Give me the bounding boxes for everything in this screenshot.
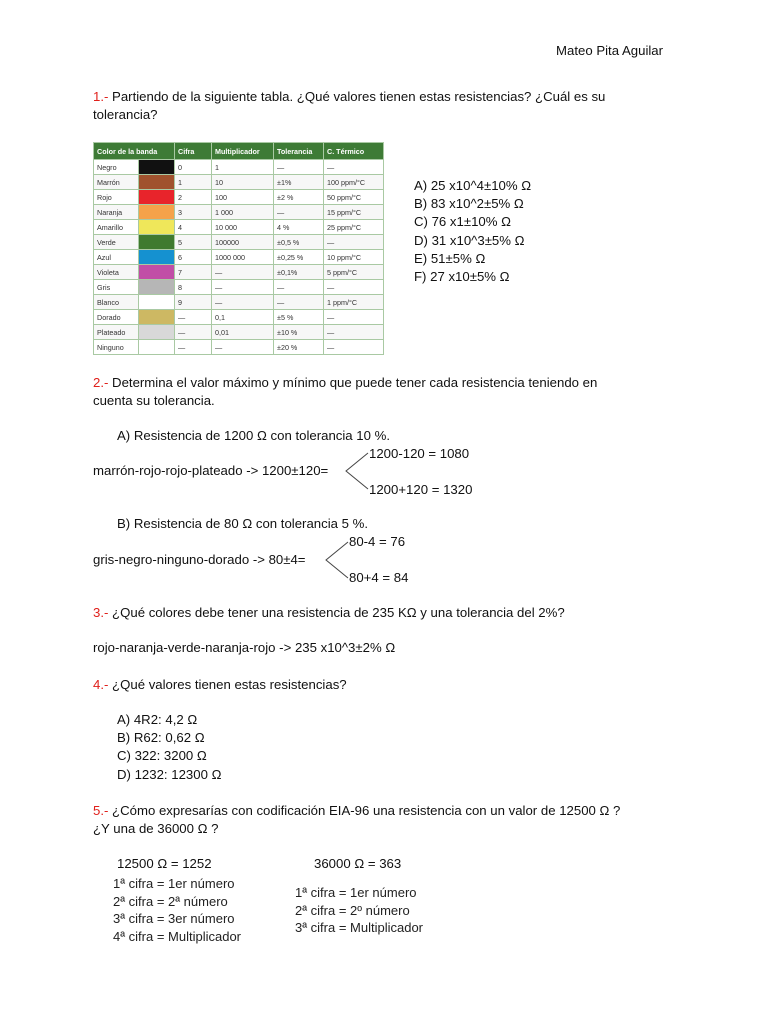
question-number: 1.-: [93, 89, 109, 104]
cell-cifra: 1: [175, 175, 212, 190]
table-row: [94, 295, 384, 310]
color-swatch: [139, 295, 175, 310]
cell-termico: —: [324, 340, 384, 355]
color-swatch: [139, 310, 175, 325]
color-swatch: [139, 220, 175, 235]
answer-d: D) 1232: 12300 Ω: [117, 766, 222, 782]
cell-color-name: Azul: [94, 250, 139, 265]
table-row: [94, 175, 384, 190]
answer-c: C) 322: 3200 Ω: [117, 748, 207, 764]
table-row: [94, 265, 384, 280]
cell-tolerancia: ±10 %: [274, 325, 324, 340]
question-4: [93, 676, 347, 694]
cell-tolerancia: —: [274, 205, 324, 220]
cell-termico: 50 ppm/°C: [324, 190, 384, 205]
cell-color-name: Verde: [94, 235, 139, 250]
color-swatch: [139, 190, 175, 205]
q2-a-expression: marrón-rojo-rojo-plateado -> 1200±120=: [93, 463, 329, 478]
question-number: 2.-: [93, 375, 109, 390]
cell-cifra: 6: [175, 250, 212, 265]
question-text: ¿Cómo expresarías con codificación EIA-96 una resistencia con un valor de 12500 Ω ?: [108, 803, 621, 818]
question-number: 4.-: [93, 677, 109, 692]
cell-color-name: Plateado: [94, 325, 139, 340]
color-swatch: [139, 235, 175, 250]
rule-line: 3ª cifra = 3er número: [113, 911, 235, 926]
color-swatch: [139, 205, 175, 220]
cell-color-name: Negro: [94, 160, 139, 175]
cell-tolerancia: ±1%: [274, 175, 324, 190]
table-row: [94, 310, 384, 325]
cell-multiplicador: 100: [212, 190, 274, 205]
table-row: [94, 325, 384, 340]
cell-color-name: Amarillo: [94, 220, 139, 235]
color-swatch: [139, 175, 175, 190]
cell-multiplicador: 0,1: [212, 310, 274, 325]
cell-cifra: 0: [175, 160, 212, 175]
table-row: [94, 250, 384, 265]
q5-left-title: 12500 Ω = 1252: [117, 856, 212, 871]
color-code-table: [93, 142, 384, 355]
q1-answers: [414, 177, 531, 286]
cell-tolerancia: 4 %: [274, 220, 324, 235]
header-termico: C. Térmico: [324, 143, 384, 160]
cell-termico: 100 ppm/°C: [324, 175, 384, 190]
cell-tolerancia: —: [274, 280, 324, 295]
header-tolerancia: Tolerancia: [274, 143, 324, 160]
answer-a: A) 25 x10^4±10% Ω: [414, 178, 532, 193]
cell-multiplicador: 10: [212, 175, 274, 190]
q2-a-max-value: 1200-120 = 1080: [369, 446, 470, 461]
cell-multiplicador: 0,01: [212, 325, 274, 340]
table-header-row: [94, 143, 384, 160]
cell-multiplicador: —: [212, 280, 274, 295]
cell-tolerancia: ±5 %: [274, 310, 324, 325]
cell-multiplicador: —: [212, 340, 274, 355]
cell-multiplicador: 1000 000: [212, 250, 274, 265]
question-text-cont: tolerancia?: [93, 107, 158, 122]
cell-multiplicador: —: [212, 265, 274, 280]
question-text: ¿Qué colores debe tener una resistencia de 235 KΩ y una tolerancia del 2%?: [108, 605, 565, 620]
question-text: Partiendo de la siguiente tabla. ¿Qué valores tienen estas resistencias? ¿Cuál es su: [108, 89, 606, 104]
answer-e: E) 51±5% Ω: [414, 250, 486, 266]
header-color: Color de la banda: [94, 143, 175, 160]
table-row: [94, 190, 384, 205]
q5-right-rules: [295, 884, 423, 937]
question-5: [93, 802, 620, 838]
question-text: Determina el valor máximo y mínimo que puede tener cada resistencia teniendo en: [108, 375, 598, 390]
cell-color-name: Naranja: [94, 205, 139, 220]
q2-b-brace: [322, 540, 352, 580]
question-number: 5.-: [93, 803, 109, 818]
table-row: [94, 340, 384, 355]
question-2: [93, 374, 597, 410]
table-row: [94, 235, 384, 250]
cell-cifra: 3: [175, 205, 212, 220]
answer-b: B) 83 x10^2±5% Ω: [414, 196, 524, 212]
q5-left-rules: [113, 875, 241, 945]
answer-d: D) 31 x10^3±5% Ω: [414, 232, 525, 248]
cell-termico: 15 ppm/°C: [324, 205, 384, 220]
cell-multiplicador: 1 000: [212, 205, 274, 220]
q4-answers: [117, 711, 221, 784]
rule-line: 4ª cifra = Multiplicador: [113, 928, 242, 944]
cell-color-name: Dorado: [94, 310, 139, 325]
table-row: [94, 280, 384, 295]
question-3: [93, 604, 565, 622]
q2-b-max-value: 80+4 = 84: [349, 570, 409, 585]
q2-b-expression: gris-negro-ninguno-dorado -> 80±4=: [93, 552, 306, 567]
cell-termico: —: [324, 235, 384, 250]
answer-f: F) 27 x10±5% Ω: [414, 269, 510, 285]
color-swatch: [139, 280, 175, 295]
cell-termico: 1 ppm/°C: [324, 295, 384, 310]
answer-b: B) R62: 0,62 Ω: [117, 730, 205, 746]
q2-a-min-value: 1200+120 = 1320: [369, 482, 473, 497]
cell-cifra: —: [175, 340, 212, 355]
cell-color-name: Violeta: [94, 265, 139, 280]
color-swatch: [139, 325, 175, 340]
cell-termico: 10 ppm/°C: [324, 250, 384, 265]
cell-tolerancia: ±20 %: [274, 340, 324, 355]
cell-color-name: Gris: [94, 280, 139, 295]
color-swatch: [139, 265, 175, 280]
cell-termico: 25 ppm/°C: [324, 220, 384, 235]
cell-cifra: 5: [175, 235, 212, 250]
cell-tolerancia: ±0,25 %: [274, 250, 324, 265]
cell-tolerancia: —: [274, 295, 324, 310]
cell-cifra: 8: [175, 280, 212, 295]
answer-c: C) 76 x1±10% Ω: [414, 214, 511, 230]
cell-cifra: —: [175, 325, 212, 340]
color-swatch: [139, 160, 175, 175]
cell-termico: —: [324, 160, 384, 175]
q5-right-title: 36000 Ω = 363: [314, 856, 402, 871]
question-text-cont: ¿Y una de 36000 Ω ?: [93, 821, 219, 836]
q2-a-brace: [342, 451, 372, 491]
cell-color-name: Blanco: [94, 295, 139, 310]
cell-multiplicador: 10 000: [212, 220, 274, 235]
q3-answer: rojo-naranja-verde-naranja-rojo -> 235 x10^3±2% Ω: [93, 640, 396, 655]
q2-b-title: B) Resistencia de 80 Ω con tolerancia 5 %.: [117, 516, 369, 531]
cell-termico: —: [324, 310, 384, 325]
question-text: ¿Qué valores tienen estas resistencias?: [108, 677, 347, 692]
question-text-cont: cuenta su tolerancia.: [93, 393, 215, 408]
cell-cifra: —: [175, 310, 212, 325]
cell-cifra: 7: [175, 265, 212, 280]
rule-line: 1ª cifra = 1er número: [295, 885, 417, 900]
rule-line: 2ª cifra = 2ª número: [113, 893, 228, 909]
cell-termico: —: [324, 325, 384, 340]
answer-a: A) 4R2: 4,2 Ω: [117, 712, 198, 727]
question-1: [93, 88, 605, 124]
cell-multiplicador: 1: [212, 160, 274, 175]
cell-cifra: 4: [175, 220, 212, 235]
q2-b-min-value: 80-4 = 76: [349, 534, 406, 549]
header-cifra: Cifra: [175, 143, 212, 160]
header-multiplicador: Multiplicador: [212, 143, 274, 160]
table-row: [94, 205, 384, 220]
color-swatch: [139, 250, 175, 265]
cell-termico: 5 ppm/°C: [324, 265, 384, 280]
rule-line: 2ª cifra = 2º número: [295, 902, 410, 918]
rule-line: 3ª cifra = Multiplicador: [295, 920, 424, 935]
q2-a-title: A) Resistencia de 1200 Ω con tolerancia 10 %.: [117, 428, 391, 443]
color-swatch: [139, 340, 175, 355]
cell-cifra: 2: [175, 190, 212, 205]
cell-color-name: Rojo: [94, 190, 139, 205]
cell-cifra: 9: [175, 295, 212, 310]
table-row: [94, 220, 384, 235]
cell-termico: —: [324, 280, 384, 295]
cell-multiplicador: —: [212, 295, 274, 310]
cell-tolerancia: ±2 %: [274, 190, 324, 205]
rule-line: 1ª cifra = 1er número: [113, 876, 235, 891]
cell-tolerancia: —: [274, 160, 324, 175]
question-number: 3.-: [93, 605, 109, 620]
cell-color-name: Marrón: [94, 175, 139, 190]
cell-tolerancia: ±0,1%: [274, 265, 324, 280]
table-row: [94, 160, 384, 175]
author-name: Mateo Pita Aguilar: [556, 43, 664, 58]
cell-multiplicador: 100000: [212, 235, 274, 250]
cell-color-name: Ninguno: [94, 340, 139, 355]
cell-tolerancia: ±0,5 %: [274, 235, 324, 250]
